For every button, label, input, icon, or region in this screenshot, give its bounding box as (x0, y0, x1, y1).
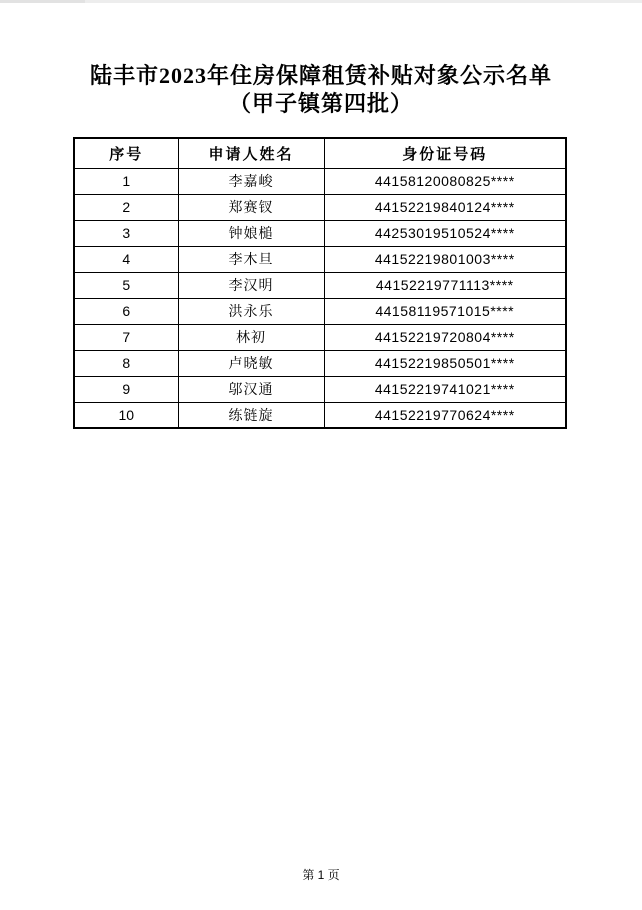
cell-id: 44152219840124**** (324, 194, 566, 220)
page-top-edge (0, 0, 642, 3)
page-number: 第 1 页 (302, 868, 340, 882)
page-top-edge-left (0, 0, 85, 3)
document-title-line1: 陆丰市2023年住房保障租赁补贴对象公示名单 (89, 63, 552, 88)
table-row (74, 194, 566, 220)
document-title-line2: （甲子镇第四批） (228, 91, 413, 116)
applicant-table (73, 137, 567, 429)
cell-id: 44152219720804**** (324, 324, 566, 350)
table-row (74, 298, 566, 324)
cell-name: 李嘉峻 (178, 168, 324, 194)
table-row (74, 168, 566, 194)
cell-name: 邬汉通 (178, 376, 324, 402)
cell-serial: 5 (74, 272, 178, 298)
header-applicant-name: 申请人姓名 (178, 138, 324, 168)
table-row (74, 376, 566, 402)
cell-serial: 2 (74, 194, 178, 220)
cell-serial: 8 (74, 350, 178, 376)
table-row (74, 350, 566, 376)
cell-serial: 3 (74, 220, 178, 246)
header-id-number: 身份证号码 (324, 138, 566, 168)
cell-serial: 1 (74, 168, 178, 194)
cell-name: 郑赛钗 (178, 194, 324, 220)
header-serial-number: 序号 (74, 138, 178, 168)
cell-id: 44152219770624**** (324, 402, 566, 428)
cell-name: 李木旦 (178, 246, 324, 272)
table-row (74, 220, 566, 246)
table-row (74, 246, 566, 272)
cell-name: 洪永乐 (178, 298, 324, 324)
cell-id: 44158120080825**** (324, 168, 566, 194)
cell-id: 44152219741021**** (324, 376, 566, 402)
cell-name: 林初 (178, 324, 324, 350)
cell-name: 钟娘槌 (178, 220, 324, 246)
table-header-row (74, 138, 566, 168)
cell-id: 44253019510524**** (324, 220, 566, 246)
cell-id: 44152219801003**** (324, 246, 566, 272)
cell-serial: 9 (74, 376, 178, 402)
document-title (41, 62, 601, 118)
cell-serial: 4 (74, 246, 178, 272)
table-row (74, 272, 566, 298)
cell-id: 44158119571015**** (324, 298, 566, 324)
cell-serial: 10 (74, 402, 178, 428)
cell-serial: 6 (74, 298, 178, 324)
table-row (74, 402, 566, 428)
cell-id: 44152219850501**** (324, 350, 566, 376)
cell-serial: 7 (74, 324, 178, 350)
cell-name: 练链旋 (178, 402, 324, 428)
cell-name: 李汉明 (178, 272, 324, 298)
table-row (74, 324, 566, 350)
cell-name: 卢晓敏 (178, 350, 324, 376)
cell-id: 44152219771113**** (324, 272, 566, 298)
